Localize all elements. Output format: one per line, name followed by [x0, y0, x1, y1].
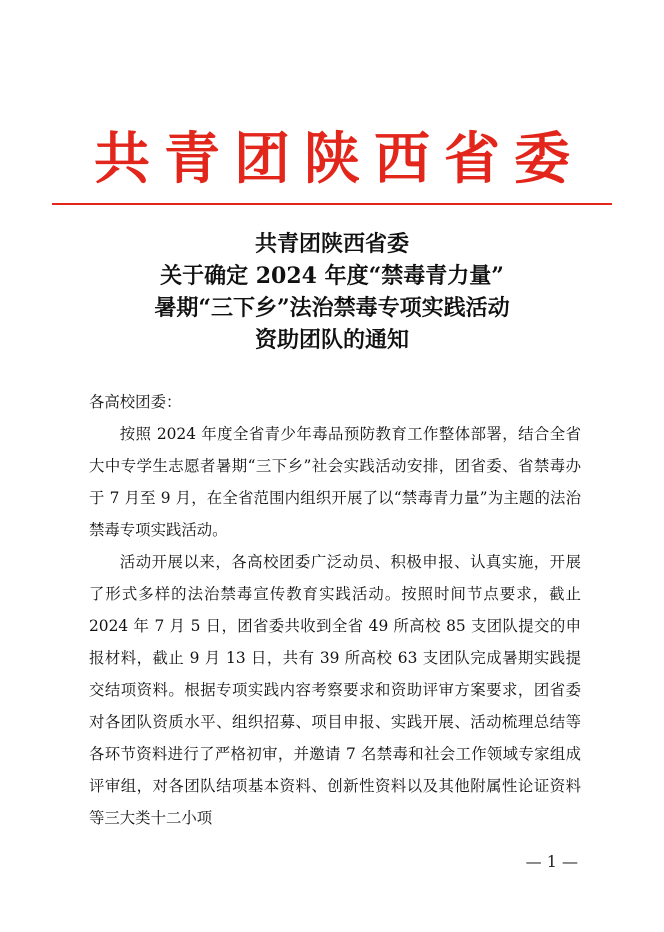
title-line-4: 资助团队的通知 — [254, 327, 409, 353]
title-line-3: 暑期“三下乡”法治禁毒专项实践活动 — [154, 295, 510, 321]
salutation: 各高校团委： — [89, 393, 182, 411]
document-body — [89, 386, 581, 834]
title-line-1: 共青团陕西省委 — [254, 231, 409, 257]
organization-masthead: 共青团陕西省委 — [94, 126, 584, 192]
title-line-2: 关于确定 2024 年度“禁毒青力量” — [160, 263, 504, 289]
body-paragraph-2: 活动开展以来，各高校团委广泛动员、积极申报、认真实施，开展了形式多样的法治禁毒宣传教育实践活动。按照时间节点要求，截止 2024 年 7 月 5 日，团省委共收到全省 49 所高校 85 支团队提交的申报材料，截止 9 月 13 日，共有 39 所高校 63 支团队完成暑期实践提交结项资料。根据专项实践内容考察要求和资助评审方案要求，团省委对各团队资质水平、组织招募、项目申报、实践开展、活动梳理总结等各环节资料进行了严格初审，并邀请 7 名禁毒和社会工作领域专家组成评审组，对各团队结项基本资料、创新性资料以及其他附属性论证资料等三大类十二小项 — [89, 553, 581, 827]
document-title — [0, 228, 664, 356]
page-number: — 1 — — [525, 852, 578, 871]
body-paragraph-1: 按照 2024 年度全省青少年毒品预防教育工作整体部署，结合全省大中专学生志愿者暑期“三下乡”社会实践活动安排，团省委、省禁毒办于 7 月至 9 月，在全省范围内组织开展了以“禁毒青力量”为主题的法治禁毒专项实践活动。 — [89, 425, 581, 539]
red-divider-line — [52, 203, 612, 205]
